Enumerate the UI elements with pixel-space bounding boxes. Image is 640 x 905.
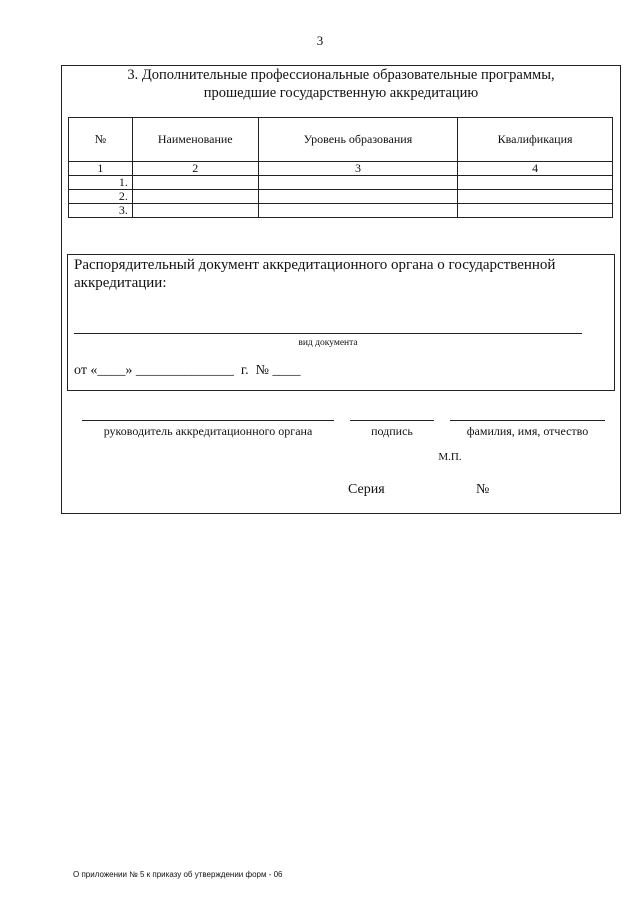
index-cell: 3 [258, 162, 458, 176]
level-cell[interactable] [258, 176, 458, 190]
doc-type-caption: вид документа [298, 338, 358, 348]
head-caption: руководитель аккредитационного органа [103, 424, 313, 438]
signature-caption: подпись [371, 424, 413, 438]
header-qualification: Квалификация [458, 118, 613, 162]
level-cell[interactable] [258, 204, 458, 218]
table-row [69, 204, 613, 218]
qualification-cell[interactable] [458, 204, 613, 218]
table-row [69, 176, 613, 190]
head-signature-line[interactable] [82, 420, 334, 421]
header-level: Уровень образования [258, 118, 458, 162]
qualification-cell[interactable] [458, 176, 613, 190]
programs-table [68, 117, 613, 218]
qualification-cell[interactable] [458, 190, 613, 204]
doc-type-field[interactable] [74, 333, 582, 334]
signature-line[interactable] [350, 420, 434, 421]
section-title: 3. Дополнительные профессиональные образовательные программы, [127, 67, 555, 83]
row-number: 3. [69, 204, 133, 218]
table-header-row [69, 118, 613, 162]
name-cell[interactable] [132, 176, 258, 190]
series-label: Серия [348, 482, 385, 497]
name-cell[interactable] [132, 190, 258, 204]
table-row [69, 190, 613, 204]
decree-title: Распорядительный документ аккредитационного органа о государственной аккредитации: [74, 257, 556, 291]
stamp-label: М.П. [438, 451, 462, 463]
row-number: 2. [69, 190, 133, 204]
index-cell: 4 [458, 162, 613, 176]
footer-note: О приложении № 5 к приказу об утверждении форм - 06 [73, 870, 283, 879]
row-number: 1. [69, 176, 133, 190]
page-number: 3 [316, 33, 324, 48]
decree-date-number-line[interactable]: от «____» ______________ г. № ____ [74, 363, 301, 378]
header-number: № [69, 118, 133, 162]
section-subtitle: прошедшие государственную аккредитацию [203, 85, 479, 101]
full-name-line[interactable] [450, 420, 605, 421]
full-name-caption: фамилия, имя, отчество [466, 424, 589, 438]
name-cell[interactable] [132, 204, 258, 218]
number-label: № [476, 482, 490, 497]
level-cell[interactable] [258, 190, 458, 204]
header-name: Наименование [132, 118, 258, 162]
index-cell: 2 [132, 162, 258, 176]
table-index-row [69, 162, 613, 176]
index-cell: 1 [69, 162, 133, 176]
